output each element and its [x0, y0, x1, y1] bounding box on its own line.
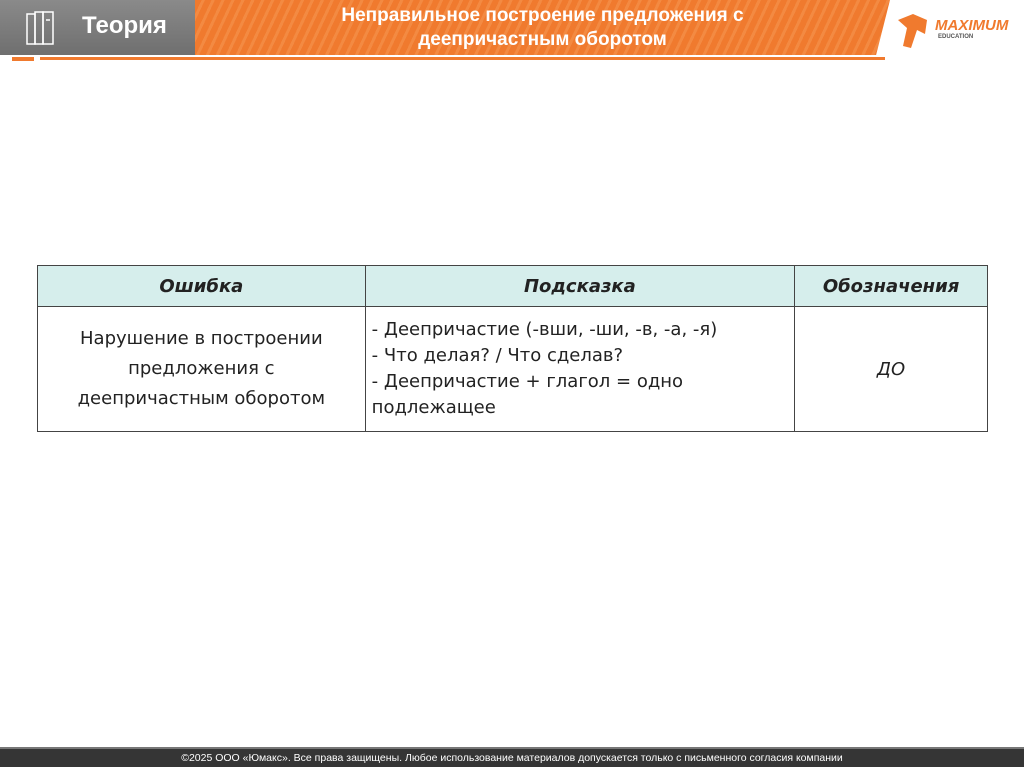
error-cell	[38, 307, 366, 432]
title-line-1: Неправильное построение предложения с	[341, 5, 744, 26]
error-line: деепричастным оборотом	[77, 388, 326, 409]
errors-table	[37, 265, 988, 432]
column-header: Подсказка	[365, 266, 794, 307]
hint-line: подлежащее	[371, 397, 496, 418]
copyright-footer: ©2025 ООО «Юмакс». Все права защищены. Любое использование материалов допускается только с письменного согласия компании	[0, 747, 1024, 767]
section-label: Теория	[82, 12, 167, 39]
header-underline	[40, 57, 885, 60]
header-accent	[12, 57, 34, 61]
error-line: Нарушение в построении	[80, 328, 323, 349]
column-header: Ошибка	[38, 266, 366, 307]
hint-line: - Что делая? / Что сделав?	[371, 345, 624, 366]
books-icon	[25, 10, 55, 46]
hint-line: - Деепричастие (-вши, -ши, -в, -а, -я)	[371, 319, 718, 340]
title-line-2: деепричастным оборотом	[418, 29, 667, 50]
hint-line: - Деепричастие + глагол = одно	[371, 371, 684, 392]
hint-cell	[365, 307, 794, 432]
column-header: Обозначения	[795, 266, 988, 307]
error-line: предложения с	[128, 358, 275, 379]
label-cell: ДО	[795, 307, 988, 432]
table-row	[38, 307, 988, 432]
logo-text: MAXIMUM	[935, 17, 1009, 34]
page-title	[195, 4, 890, 52]
table-header-row	[38, 266, 988, 307]
logo-subtext: EDUCATION	[938, 34, 974, 40]
